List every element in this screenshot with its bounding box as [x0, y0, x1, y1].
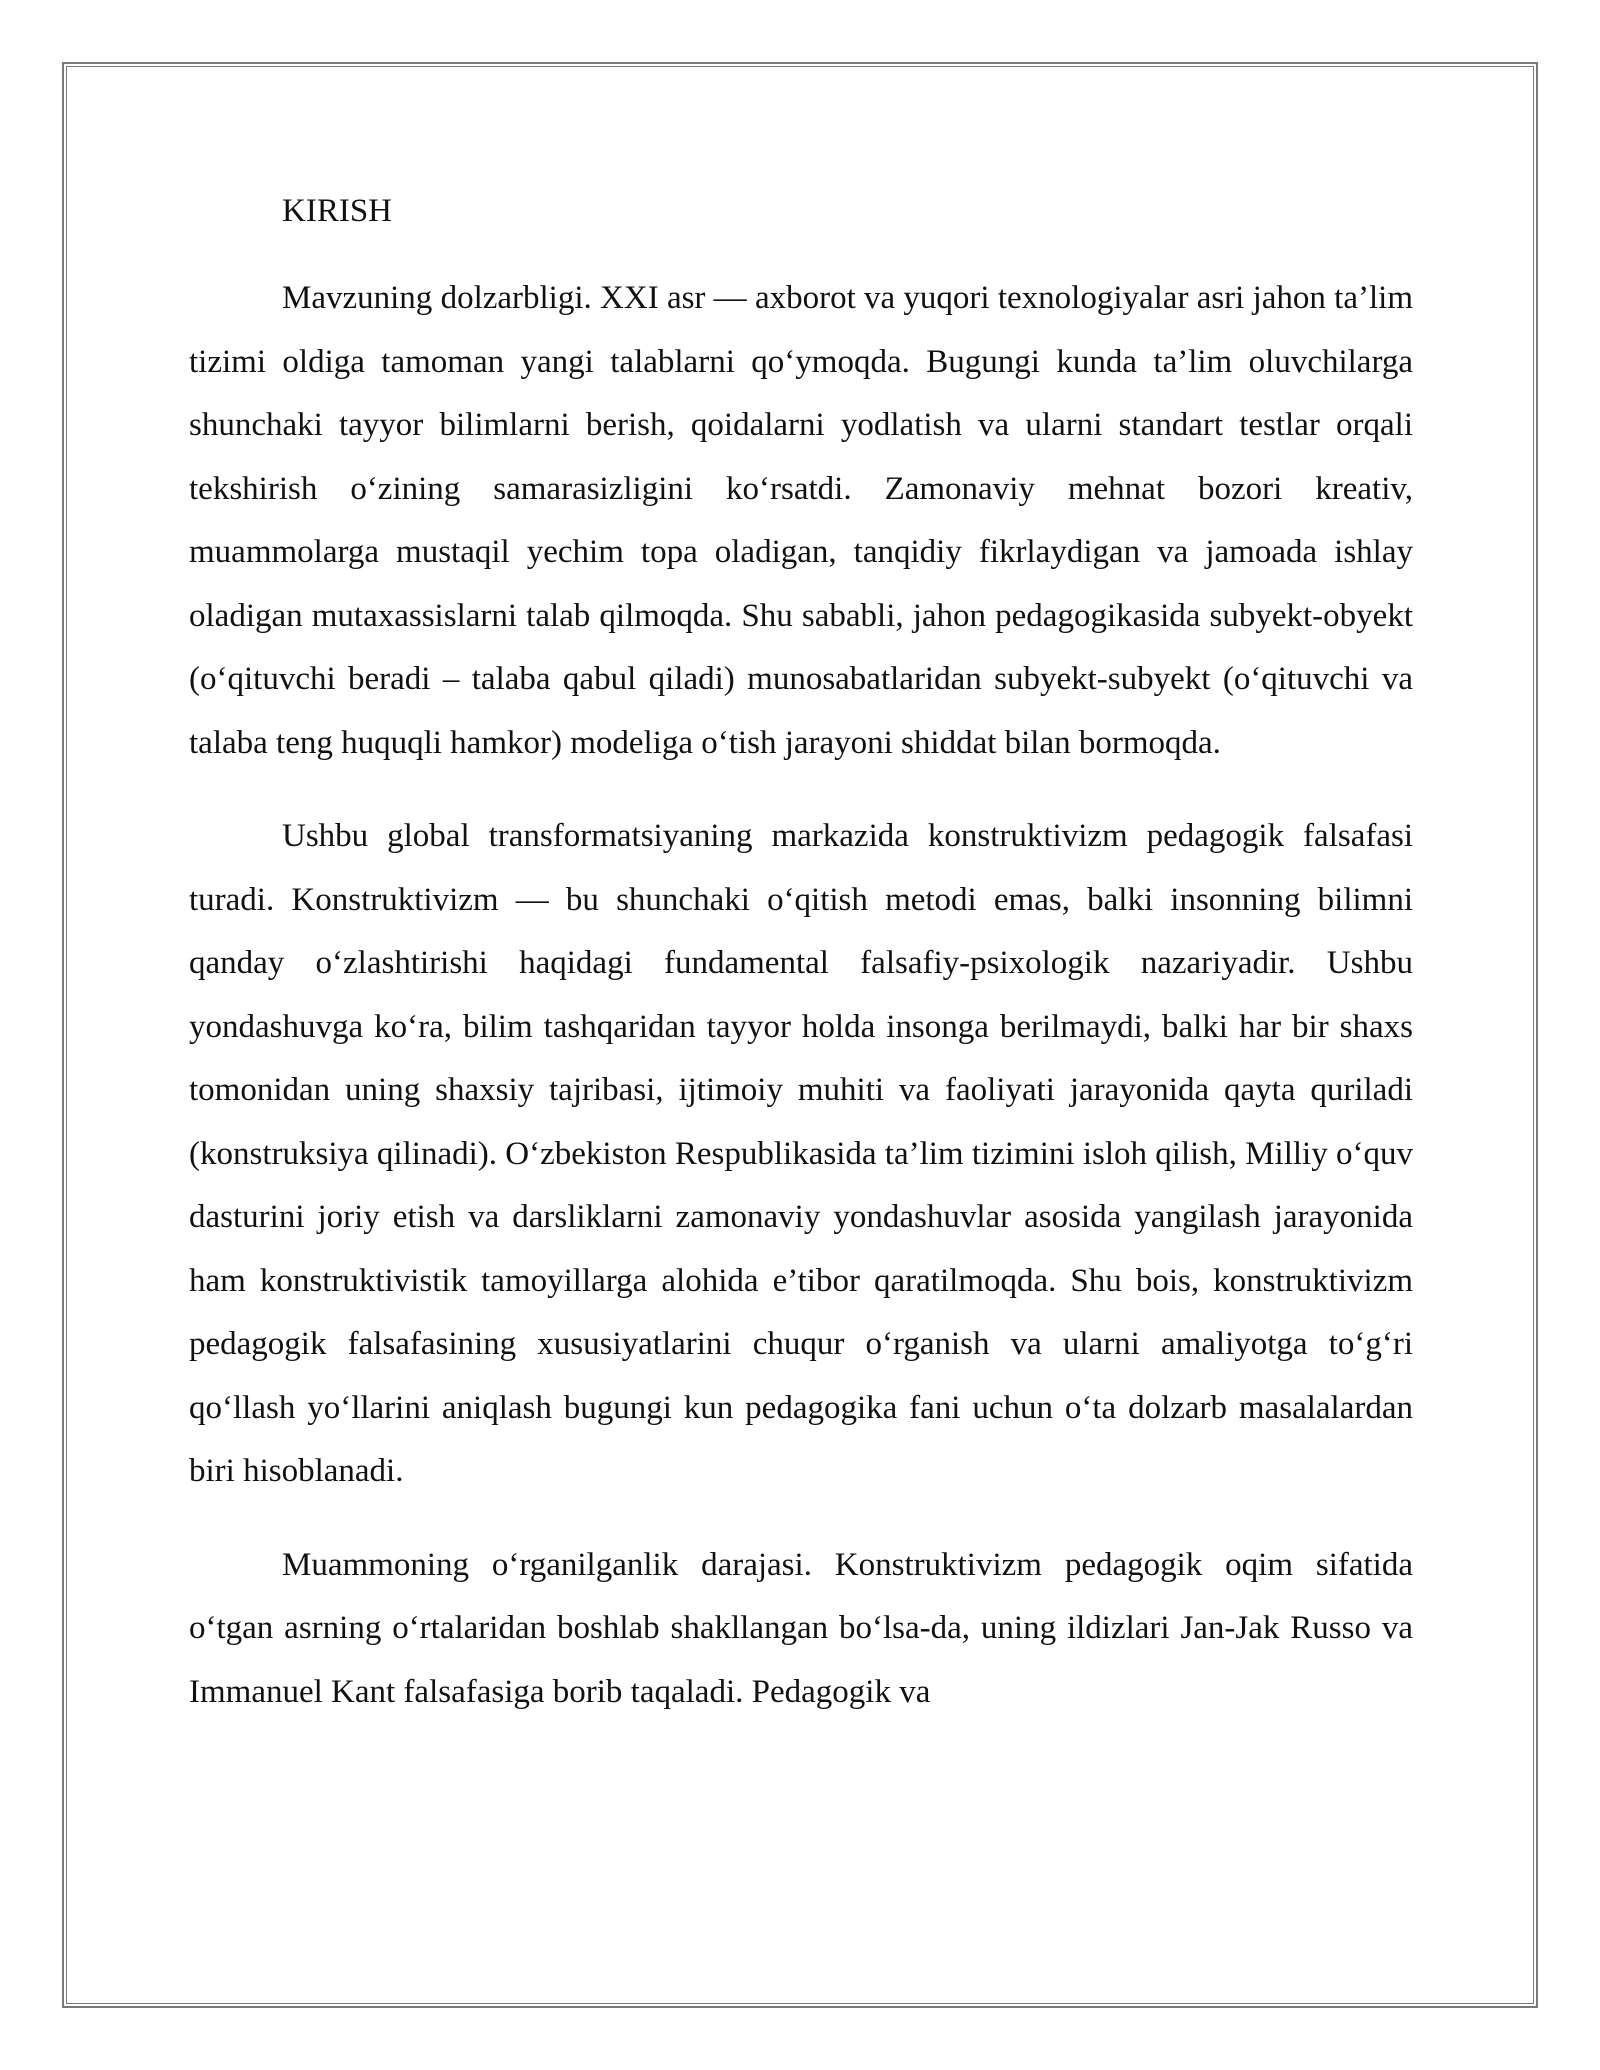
section-heading: KIRISH	[282, 193, 393, 229]
paragraph-constructivism: Ushbu global transformatsiyaning markazida konstruktivizm pedagogik falsafasi turadi. Konstruktivizm — bu shunchaki o‘qitish metodi emas, balki insonning bilimni qanday o‘zlashtirishi haqidagi fundamental falsafiy-psixologik nazariyadir. Ushbu yondashuvga ko‘ra, bilim tashqaridan tayyor holda insonga berilmaydi, balki har bir shaxs tomonidan uning shaxsiy tajribasi, ijtimoiy muhiti va faoliyati jarayonida qayta quriladi (konstruksiya qilinadi). O‘zbekiston Respublikasida ta’lim tizimini isloh qilish, Milliy o‘quv dasturini joriy etish va darsliklarni zamonaviy yondashuvlar asosida yangilash jarayonida ham konstruktivistik tamoyillarga alohida e’tibor qaratilmoqda. Shu bois, konstruktivizm pedagogik falsafasining xususiyatlarini chuqur o‘rganish va ularni amaliyotga to‘g‘ri qo‘llash yo‘llarini aniqlash bugungi kun pedagogika fani uchun o‘ta dolzarb masalalardan biri hisoblanadi.	[189, 818, 1413, 1489]
paragraph-research-level: Muammoning o‘rganilganlik darajasi. Konstruktivizm pedagogik oqim sifatida o‘tgan asrning o‘rtalaridan boshlab shakllangan bo‘lsa-da, uning ildizlari Jan-Jak Russo va Immanuel Kant falsafasiga borib taqaladi. Pedagogik va	[189, 1546, 1413, 1710]
paragraph-relevance: Mavzuning dolzarbligi. XXI asr — axborot va yuqori texnologiyalar asri jahon ta’lim tizimi oldiga tamoman yangi talablarni qo‘ymoqda. Bugungi kunda ta’lim oluvchilarga shunchaki tayyor bilimlarni berish, qoidalarni yodlatish va ularni standart testlar orqali tekshirish o‘zining samarasizligini ko‘rsatdi. Zamonaviy mehnat bozori kreativ, muammolarga mustaqil yechim topa oladigan, tanqidiy fikrlaydigan va jamoada ishlay oladigan mutaxassislarni talab qilmoqda. Shu sababli, jahon pedagogikasida subyekt-obyekt (o‘qituvchi beradi – talaba qabul qiladi) munosabatlaridan subyekt-subyekt (o‘qituvchi va talaba teng huquqli hamkor) modeliga o‘tish jarayoni shiddat bilan bormoqda.	[189, 280, 1413, 761]
document-body	[189, 180, 1413, 1754]
